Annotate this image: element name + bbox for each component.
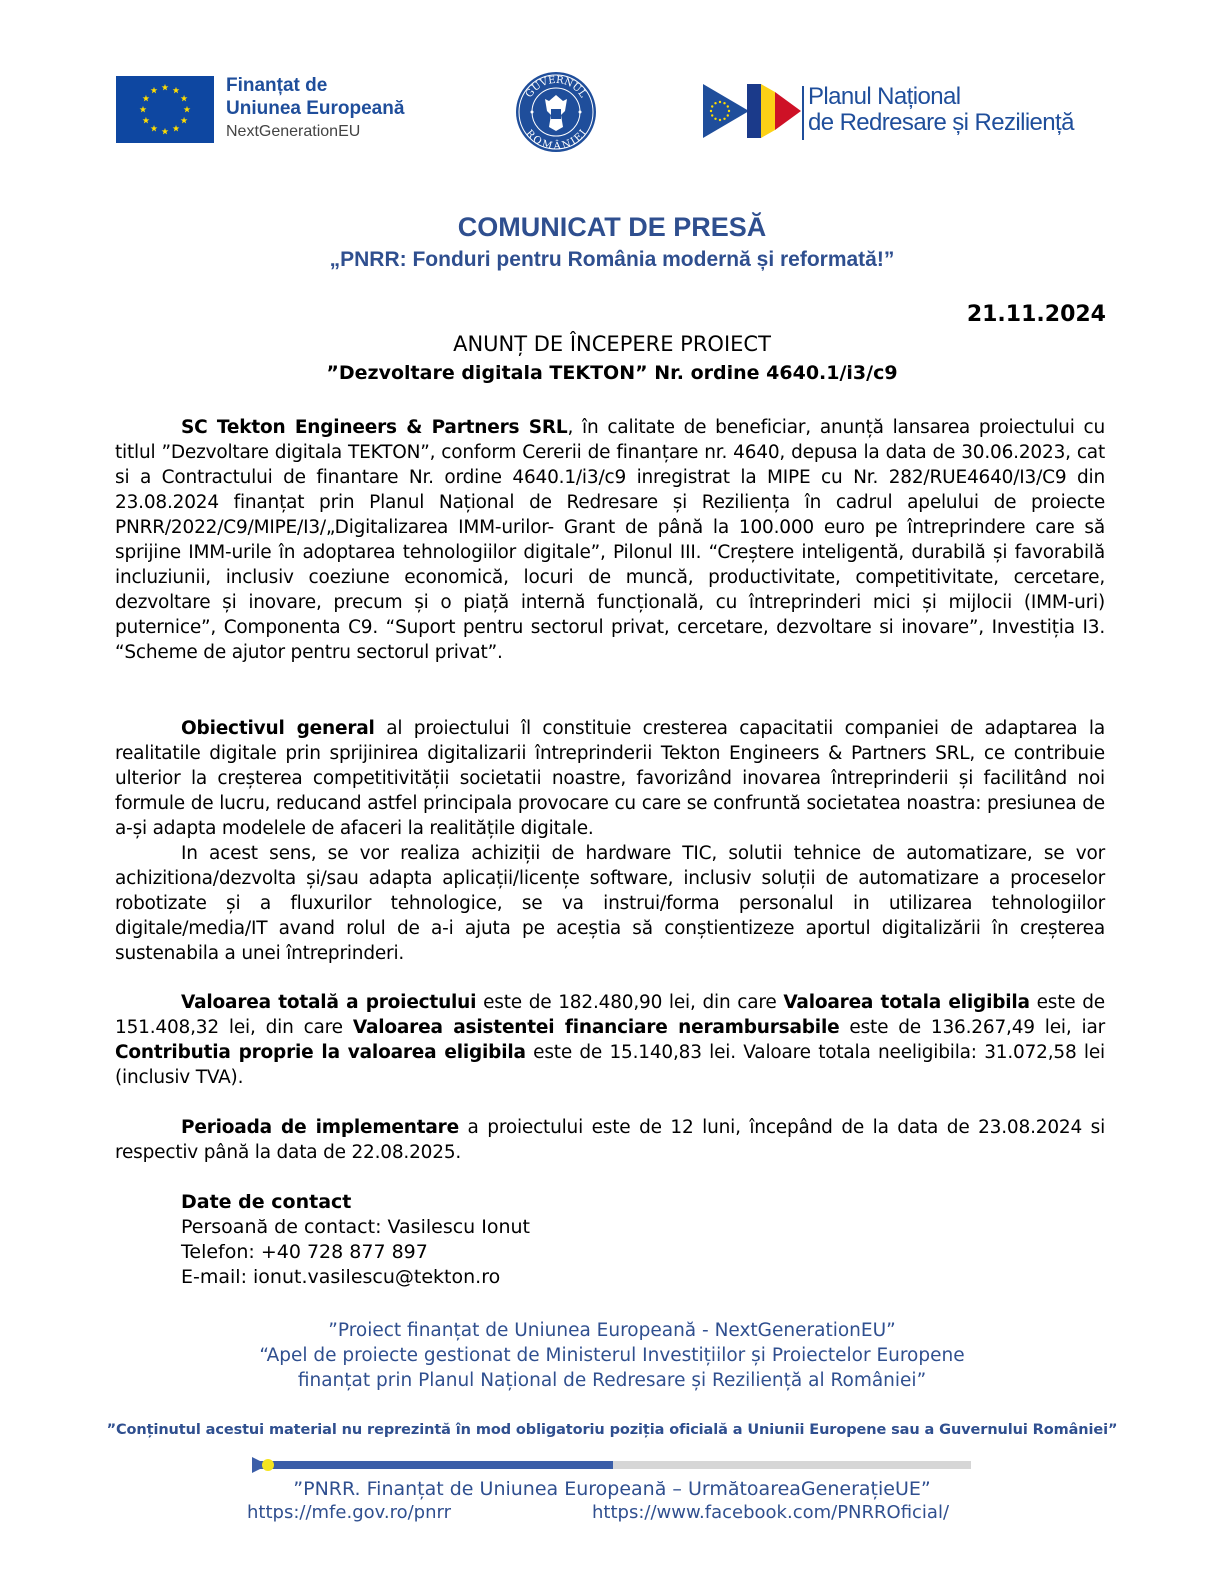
total-eligible-label: Valoarea totala eligibila [783, 992, 1030, 1013]
progress-bar-fill [255, 1461, 613, 1469]
contact-block [181, 1190, 530, 1290]
paragraph-text: este de 15.140,83 lei. Valoare totala neeligibila: 31.072,58 lei (inclusiv TVA). [115, 1042, 1105, 1088]
pnrr-logo-divider [802, 86, 804, 140]
seal-top-text: GUVERNUL [523, 74, 589, 100]
star-icon [714, 102, 716, 104]
non-reimbursable-label: Valoarea asistentei financiare nerambursabile [352, 1017, 840, 1038]
paragraph-text: a proiectului este de 12 luni, începând de la data de 23.08.2024 si respectiv până la data de 22.08.2025. [115, 1117, 1106, 1163]
star-icon [723, 102, 725, 104]
press-release-date: 21.11.2024 [966, 302, 1106, 327]
disclaimer: ”Conținutul acestui material nu reprezintă în mod obligatoriu poziția oficială a Uniunii Europene sau a Guvernului României” [106, 1422, 1118, 1438]
paragraph-text: este de 151.408,32 lei, din care [115, 992, 1105, 1038]
star-icon [711, 114, 713, 116]
funding-line-2: “Apel de proiecte gestionat de Ministerul Investițiilor și Proiectelor Europene [259, 1345, 965, 1366]
funding-line-1: ”Proiect finanțat de Uniunea Europeană - NextGenerationEU” [328, 1320, 896, 1341]
seal-bottom-text: ROMÂNIEI [523, 128, 590, 153]
announcement-heading: ANUNȚ DE ÎNCEPERE PROIECT [453, 332, 771, 356]
facebook-link[interactable]: https://www.facebook.com/PNRROficial/ [592, 1502, 950, 1523]
paragraph-text: este de 182.480,90 lei, din care [476, 992, 784, 1013]
star-icon [711, 105, 713, 107]
paragraph-text: este de 136.267,49 lei, iar [839, 1017, 1106, 1038]
page-subtitle: „PNRR: Fonduri pentru România modernă și reformată!” [329, 248, 895, 271]
decorative-progress-bar [255, 1461, 971, 1469]
objective-label: Obiectivul general [181, 718, 375, 739]
bar-dot-icon [262, 1459, 274, 1471]
project-reference: ”Dezvoltare digitala TEKTON” Nr. ordine 4640.1/i3/c9 [326, 362, 898, 384]
eu-logo-line1: Finanțat de [226, 75, 328, 96]
own-contribution-label: Contributia proprie la valoarea eligibila [115, 1042, 526, 1063]
eu-logo-line3: NextGenerationEU [226, 123, 361, 140]
pnrr-arrows-icon [703, 84, 801, 138]
mfe-link[interactable]: https://mfe.gov.ro/pnrr [247, 1502, 452, 1523]
eu-flag-icon [116, 76, 214, 143]
contact-heading: Date de contact [181, 1191, 352, 1213]
star-icon [719, 119, 721, 121]
star-icon [719, 101, 721, 103]
total-value-label: Valoarea totală a proiectului [181, 992, 477, 1013]
pnrr-logo-text [808, 84, 1074, 136]
pnrr-footer-line: ”PNRR. Finanțat de Uniunea Europeană – UrmătoareaGenerațieUE” [293, 1478, 931, 1500]
paragraph-activities [115, 841, 1105, 966]
star-icon [728, 110, 730, 112]
pnrr-logo-line2: de Redresare și Reziliență [808, 109, 1074, 136]
paragraph-beneficiary [115, 415, 1105, 665]
pnrr-logo-line1: Planul Național [808, 83, 961, 110]
star-icon [714, 118, 716, 120]
star-icon [710, 110, 712, 112]
paragraph-financials [115, 990, 1105, 1090]
contact-phone: Telefon: +40 728 877 897 [181, 1241, 428, 1263]
paragraph-implementation-period [115, 1115, 1105, 1165]
paragraph-objective [115, 716, 1105, 841]
funding-statement [0, 1318, 1224, 1393]
eu-funding-logo-text [226, 74, 404, 143]
star-icon [727, 105, 729, 107]
contact-email[interactable]: E-mail: ionut.vasilescu@tekton.ro [181, 1266, 501, 1288]
page-title: COMUNICAT DE PRESĂ [457, 212, 767, 242]
implementation-period-label: Perioada de implementare [181, 1117, 459, 1138]
funding-line-3: finanțat prin Planul Național de Redresare și Reziliență al României” [297, 1370, 927, 1391]
star-icon [723, 118, 725, 120]
star-icon [727, 114, 729, 116]
eu-logo-line2: Uniunea Europeană [226, 98, 405, 119]
paragraph-text: al proiectului îl constituie cresterea capacitatii companiei de adaptarea la realitatile digitale prin sprijinirea digitalizarii întreprinderii Tekton Engineers & Partners SRL, ce contribuie ulterior la creșterea competitivității societatii noastre, favorizând inovarea întreprinderii și facilitând noi formule de lucru, reducand astfel principala provocare cu care se confruntă societatea noastra: presiunea de a-și adapta modelele de afaceri la realitățile digitale. [115, 718, 1105, 839]
contact-person: Persoană de contact: Vasilescu Ionut [181, 1216, 531, 1238]
beneficiary-name: SC Tekton Engineers & Partners SRL [181, 417, 568, 438]
paragraph-text: In acest sens, se vor realiza achiziții de hardware TIC, solutii tehnice de automatizare, se vor achizitiona/dezvolta și/sau adapta aplicații/licențe software, inclusiv soluții de automatizare a proceselor robotizate și a fluxurilor tehnologice, se va instrui/forma personalul in utilizarea tehnologiilor digitale/media/IT avand rolul de a-i ajuta pe aceștia să conștientizeze aportul digitalizării în creșterea sustenabila a unei întreprinderi. [115, 843, 1105, 964]
guvernul-romaniei-seal-icon [515, 71, 597, 153]
paragraph-text: , în calitate de beneficiar, anunță lansarea proiectului cu titlul ”Dezvoltare digitala TEKTON”, conform Cererii de finanțare nr. 4640, depusa la data de 30.06.2023, cat si a Contractului de finantare Nr. ordine 4640.1/i3/c9 inregistrat la MIPE cu Nr. 282/RUE4640/I3/C9 din 23.08.2024 finanțat prin Planul Național de Redresare și Reziliența în cadrul apelului de proiecte PNRR/2022/C9/MIPE/I3/„Digitalizarea IMM-urilor- Grant de până la 100.000 euro pe întreprindere care să sprijine IMM-urile în adoptarea tehnologiilor digitale”, Pilonul III. “Creștere inteligentă, durabilă și favorabilă incluziunii, inclusiv coeziune economică, locuri de muncă, productivitate, competitivitate, cercetare, dezvoltare și inovare, precum și o piață internă funcțională, cu întreprinderi mici și mijlocii (IMM-uri) puternice”, Componenta C9. “Suport pentru sectorul privat, cercetare, dezvoltare si inovare”, Investiția I3. “Scheme de ajutor pentru sectorul privat”. [115, 417, 1105, 663]
